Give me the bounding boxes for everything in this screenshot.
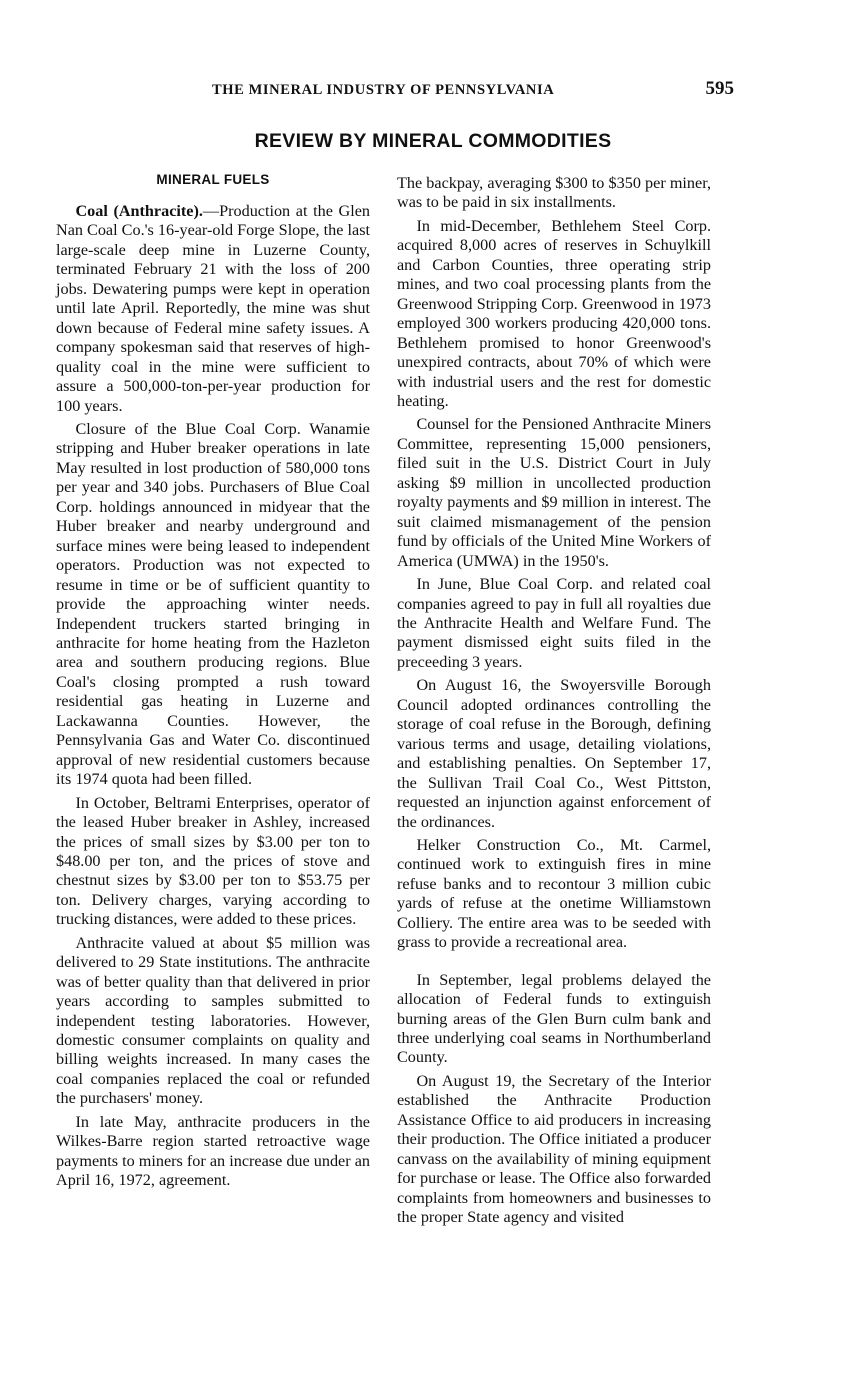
paragraph-bethlehem-steel: In mid-December, Bethlehem Steel Corp. acquired 8,000 acres of reserves in Schuylkill and Carbon Counties, three operating strip mines, and two coal processing plants from the Greenwood Stripping Corp. Greenwood in 1973 employed 300 workers producing 420,000 tons. Bethlehem promised to honor Greenwood's unexpired contracts, about 70% of which were with industrial users and the rest for domestic heating.: [397, 216, 711, 410]
paragraph-blue-coal-closure: Closure of the Blue Coal Corp. Wanamie stripping and Huber breaker operations in late May resulted in lost production of 580,000 tons per year and 340 jobs. Purchasers of Blue Coal Corp. holdings announced in midyear that the Huber breaker and nearby underground and surface mines were being leased to independent operators. Production was not expected to resume in time or be of sufficient quantity to provide the approaching winter needs. Independent truckers started bringing in anthracite for home heating from the Hazleton area and southern producing regions. Blue Coal's closing prompted a rush toward residential gas heating in Luzerne and Lackawanna Counties. However, the Pennsylvania Gas and Water Co. discontinued approval of new residential customers because its 1974 quota had been filled.: [56, 419, 370, 789]
paragraph-assistance-office: On August 19, the Secretary of the Interior established the Anthracite Production Assistance Office to aid producers in increasing their production. The Office initiated a producer canvass on the availability of mining equipment for purchase or lease. The Office also forwarded complaints from homeowners and businesses to the proper State agency and visited: [397, 1071, 711, 1227]
paragraph-state-institutions: Anthracite valued at about $5 million was delivered to 29 State institutions. The anthracite was of better quality than that delivered in prior years according to samples submitted to independent testing laboratories. However, domestic consumer complaints on quality and billing weights increased. In many cases the coal companies replaced the coal or refunded the purchasers' money.: [56, 933, 370, 1108]
paragraph-helker: Helker Construction Co., Mt. Carmel, continued work to extinguish fires in mine refuse banks and to recontour 3 million cubic yards of refuse at the onetime Williamstown Colliery. The entire area was to be seeded with grass to provide a recreational area.: [397, 835, 711, 952]
run-in-heading: Coal (Anthracite).: [75, 202, 203, 220]
paragraph-wage-payments: In late May, anthracite producers in the Wilkes-Barre region started retroactive wage payments to miners for an increase due under an April 16, 1972, agreement.: [56, 1112, 370, 1190]
running-title: THE MINERAL INDUSTRY OF PENNSYLVANIA: [212, 82, 555, 98]
paragraph-glen-burn: In September, legal problems delayed the allocation of Federal funds to extinguish burning areas of the Glen Burn culm bank and three underlying coal seams in Northumberland County.: [397, 970, 711, 1067]
paragraph-swoyersville: On August 16, the Swoyersville Borough Council adopted ordinances controlling the storage of coal refuse in the Borough, defining various terms and usage, detailing violations, and establishing penalties. On September 17, the Sullivan Trail Coal Co., West Pittston, requested an injunction against enforcement of the ordinances.: [397, 676, 711, 831]
paragraph-pension-suit: Counsel for the Pensioned Anthracite Miners Committee, representing 15,000 pensioners, filed suit in the U.S. District Court in July asking $9 million in uncollected production royalty payments and $9 million in interest. The suit claimed mismanagement of the pension fund by officials of the United Mine Workers of America (UMWA) in the 1950's.: [397, 415, 711, 570]
paragraph-text: —Production at the Glen Nan Coal Co.'s 16-year-old Forge Slope, the last large-scale deep mine in Luzerne County, terminated February 21 with the loss of 200 jobs. Dewatering pumps were kept in operation until late April. Reportedly, the mine was shut down because of Federal mine safety issues. A company spokesman said that reserves of high-quality coal in the mine were sufficient to assure a 500,000-ton-per-year production for 100 years.: [56, 202, 371, 415]
paragraph-beltrami-prices: In October, Beltrami Enterprises, operator of the leased Huber breaker in Ashley, increased the prices of small sizes by $3.00 per ton to $48.00 per ton, and the prices of stove and chestnut sizes by $3.00 per ton to $53.75 per ton. Delivery charges, varying according to trucking distances, were added to these prices.: [56, 793, 370, 929]
right-column: [397, 174, 711, 1232]
section-title: REVIEW BY MINERAL COMMODITIES: [254, 130, 612, 152]
paragraph-royalties: In June, Blue Coal Corp. and related coal companies agreed to pay in full all royalties due the Anthracite Health and Welfare Fund. The payment dismissed eight suits filed in the preceeding 3 years.: [397, 575, 711, 671]
page-number: 595: [705, 78, 734, 99]
left-column: [56, 170, 370, 1195]
running-header: [0, 78, 866, 108]
paragraph-coal-anthracite: [56, 202, 370, 416]
subsection-title: MINERAL FUELS: [156, 172, 270, 187]
paragraph-backpay: The backpay, averaging $300 to $350 per miner, was to be paid in six installments.: [397, 174, 711, 212]
